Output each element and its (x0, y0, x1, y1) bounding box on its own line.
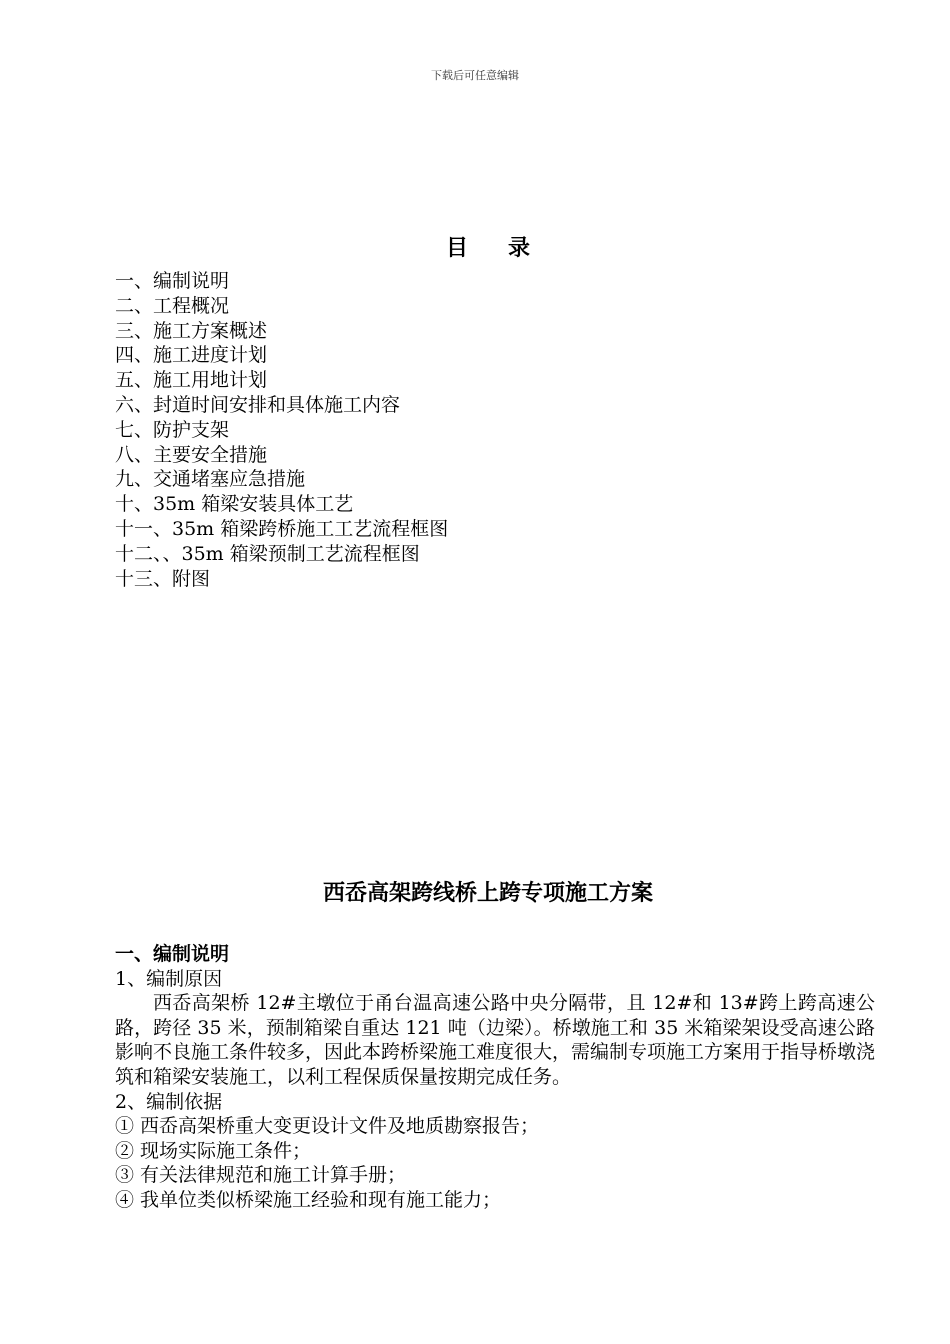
toc-title-right: 录 (508, 236, 531, 261)
toc-item: 十一、35m 箱梁跨桥施工工艺流程框图 (115, 517, 449, 540)
toc-item: 十三、附图 (115, 567, 211, 590)
header-note: 下载后可任意编辑 (431, 69, 519, 82)
subsection-heading: 1、编制原因 (115, 967, 223, 990)
toc-item: 十二、、35m 箱梁预制工艺流程框图 (115, 542, 420, 565)
section-heading: 一、编制说明 (115, 943, 230, 965)
document-body (115, 942, 875, 1213)
toc-item: 三、施工方案概述 (115, 319, 268, 342)
toc-item: 七、防护支架 (115, 418, 230, 441)
toc-title (0, 231, 950, 262)
document-title: 西岙高架跨线桥上跨专项施工方案 (322, 881, 653, 906)
toc-title-left: 目 (445, 236, 468, 261)
basis-item: ④ 我单位类似桥梁施工经验和现有施工能力； (115, 1188, 502, 1211)
toc-item: 六、封道时间安排和具体施工内容 (115, 393, 401, 416)
subsection-heading: 2、编制依据 (115, 1090, 223, 1113)
paragraph: 西岙高架桥 12#主墩位于甬台温高速公路中央分隔带，且 12#和 13#跨上跨高速公路，跨径 35 米，预制箱梁自重达 121 吨（边梁）。桥墩施工和 35 米箱梁架设受高速公路影响不良施工条件较多，因此本跨桥梁施工难度很大，需编制专项施工方案用于指导桥墩浇筑和箱梁安装施工，以利工程保质保量按期完成任务。 (115, 992, 876, 1088)
toc-item: 五、施工用地计划 (115, 369, 268, 392)
basis-item: ② 现场实际施工条件； (115, 1139, 312, 1162)
toc-item: 四、施工进度计划 (115, 344, 268, 367)
basis-item: ③ 有关法律规范和施工计算手册； (115, 1164, 407, 1187)
toc-item: 一、编制说明 (115, 270, 230, 292)
toc-item: 八、主要安全措施 (115, 443, 268, 466)
toc-item: 十、35m 箱梁安装具体工艺 (115, 493, 354, 516)
toc-item: 九、交通堵塞应急措施 (115, 468, 306, 491)
toc-list (115, 269, 448, 591)
toc-item: 二、工程概况 (115, 294, 230, 317)
basis-item: ① 西岙高架桥重大变更设计文件及地质勘察报告； (115, 1115, 540, 1138)
